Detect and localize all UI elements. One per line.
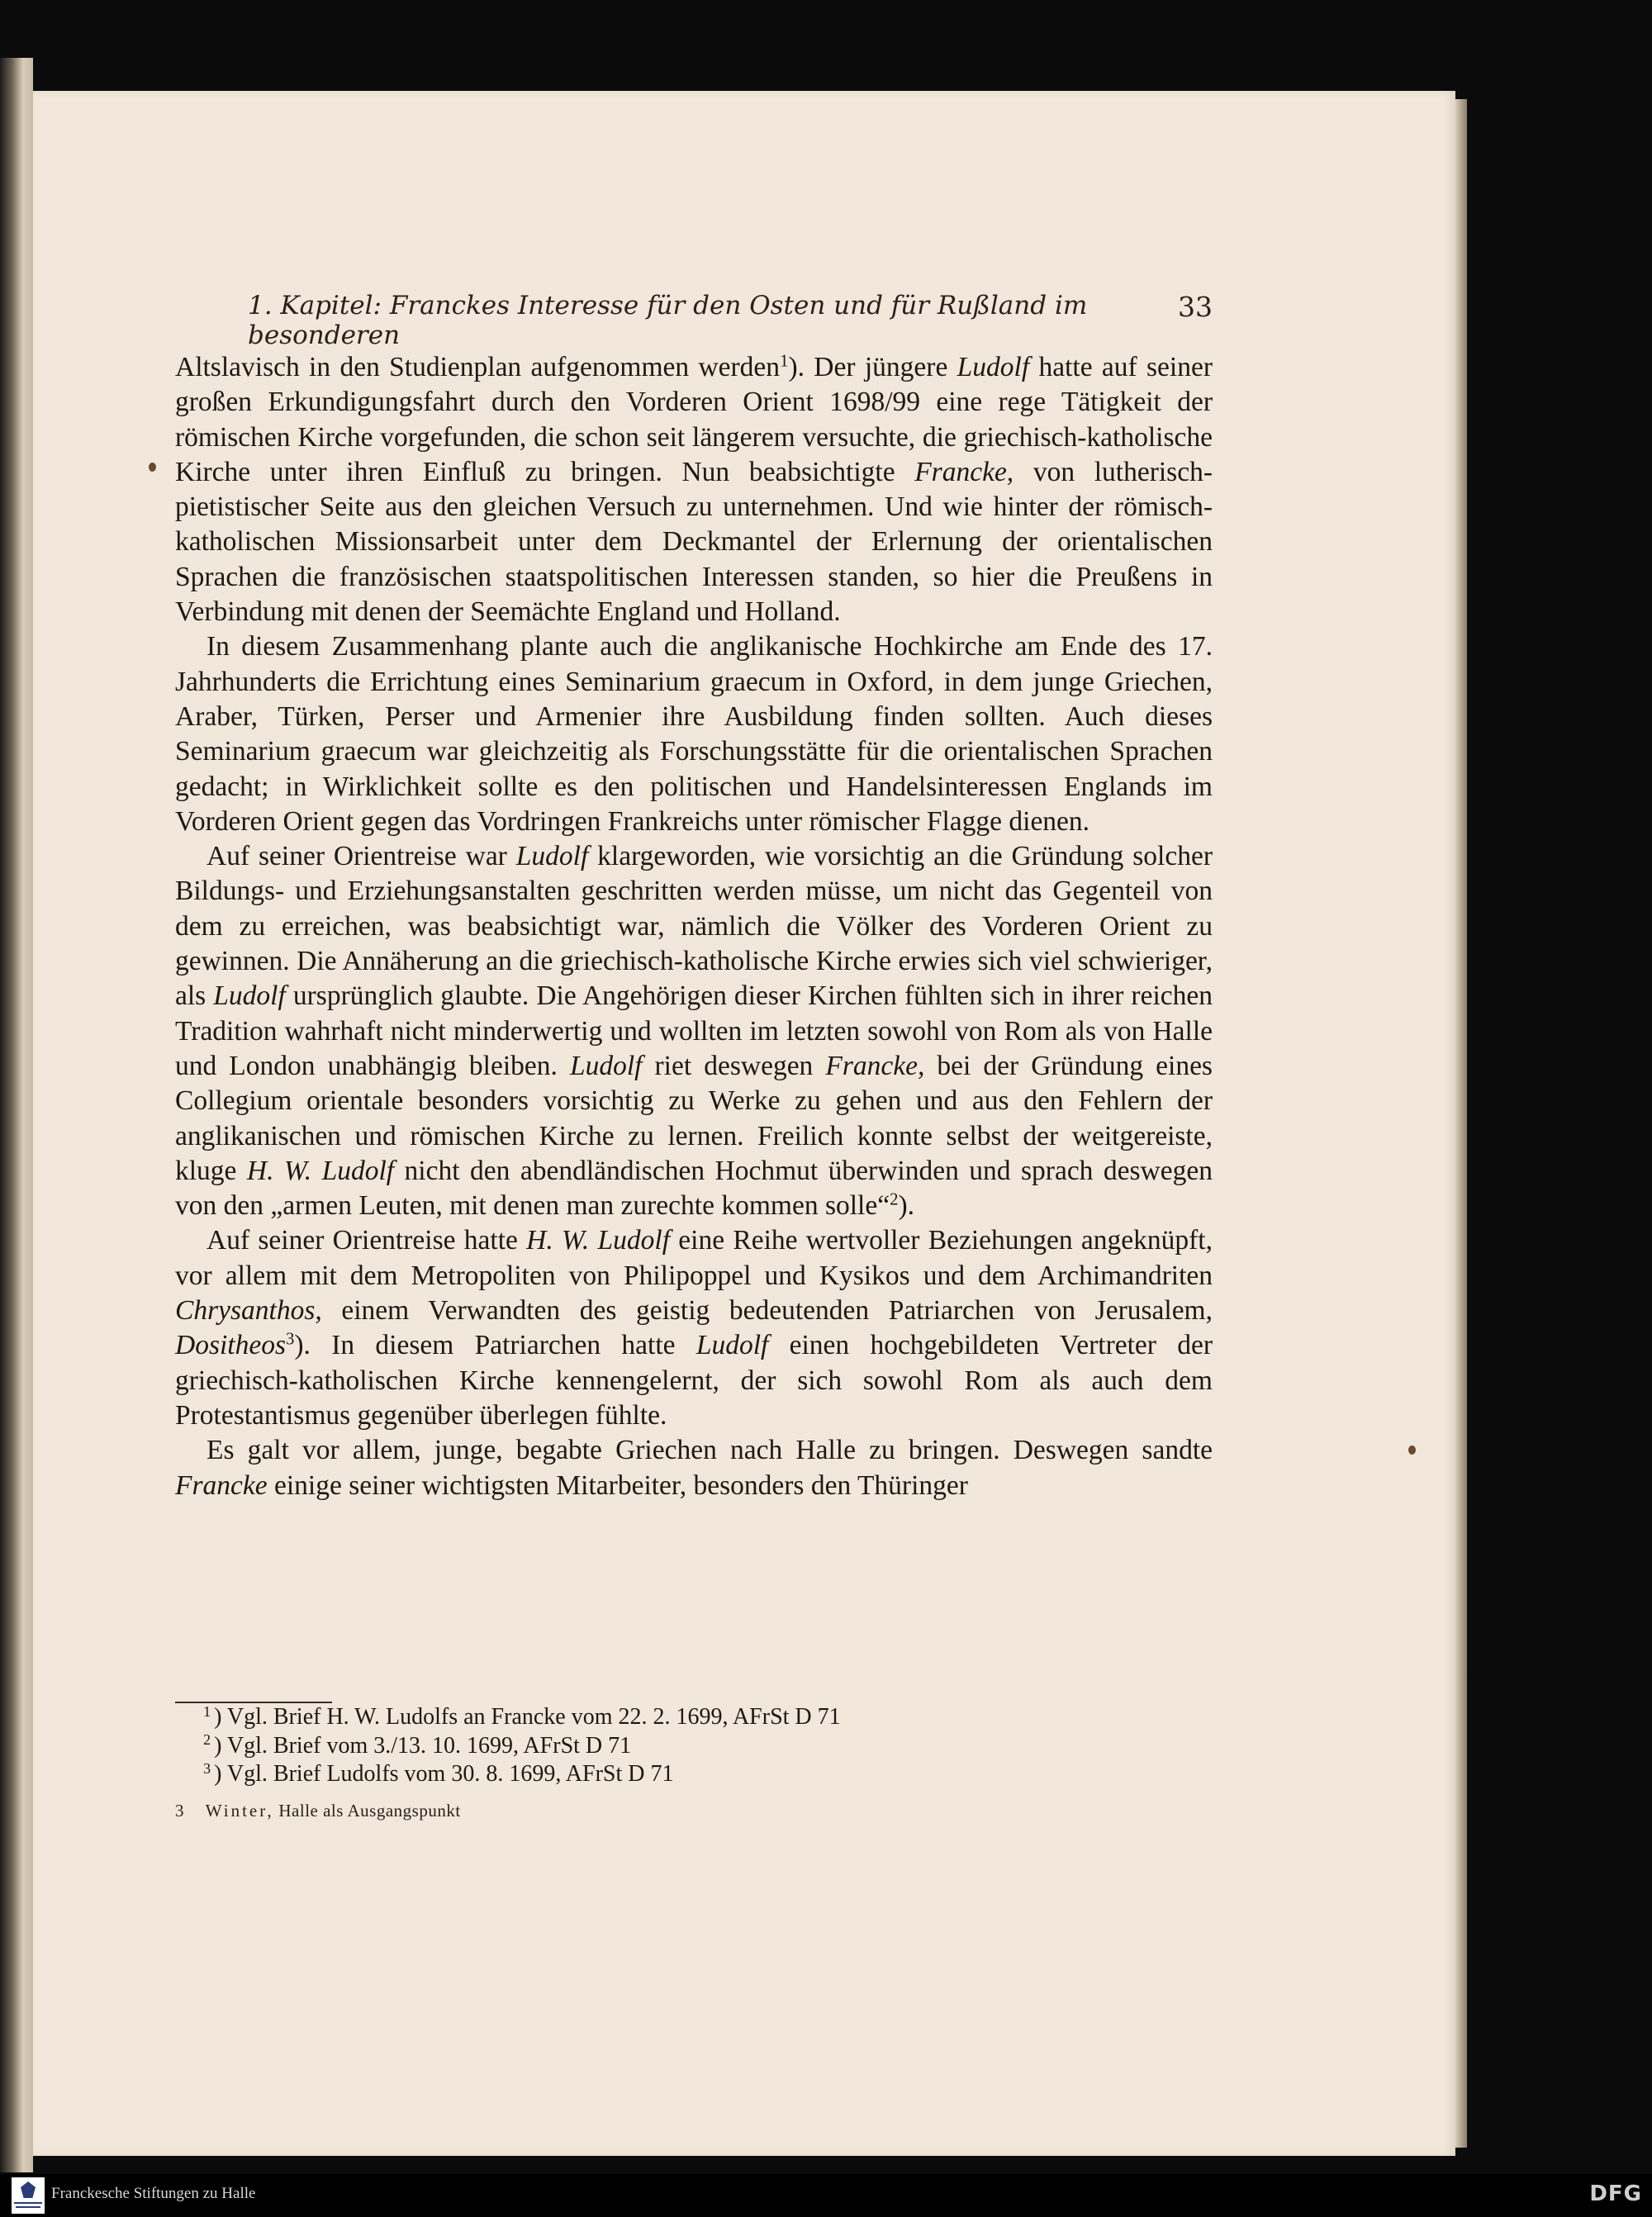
italic-name: Ludolf: [569, 1050, 643, 1081]
footnote: [203, 1760, 1178, 1789]
text-run: Auf seiner Orientreise war: [206, 841, 516, 872]
printer-signature: [175, 1801, 753, 1821]
signature-author: Winter,: [205, 1801, 274, 1821]
book-spine: [0, 58, 33, 2172]
italic-name: Chrysanthos,: [175, 1295, 322, 1327]
emblem-line: [16, 2206, 40, 2208]
paragraph: [175, 839, 1213, 1223]
italic-name: Ludolf: [957, 352, 1030, 382]
footnote: [203, 1732, 1178, 1761]
running-title: 1. Kapitel: Franckes Interesse für den Osten und für Rußland im besonderen: [248, 291, 1088, 350]
italic-name: H. W. Ludolf: [526, 1225, 670, 1256]
signature-title: Halle als Ausgangspunkt: [278, 1801, 461, 1821]
italic-name: Ludolf: [213, 980, 286, 1012]
italic-name: Ludolf: [515, 841, 589, 872]
text-run: hatte auf seiner großen Erkundigungsfahrt durch den Vorderen Orient 1698/99 eine rege Tätigkeit der römischen Kirche vorgefunden, die schon seit längerem versuchte, die griechisch-katholische Kirche unter ihren Einfluß zu bringen. Nun beabsichtigte: [175, 352, 1213, 487]
footnote-mark: 1: [203, 1702, 211, 1720]
footnote-ref: 3: [286, 1329, 295, 1349]
running-header: [175, 291, 1213, 350]
text-run: eine Reihe wertvoller Beziehungen angeknüpft, vor allem mit dem Metropoliten von Philipoppel und Kysikos und dem Archimandriten: [175, 1225, 1213, 1291]
paper-speck: [1408, 1446, 1416, 1455]
emblem-shape: [21, 2181, 36, 2198]
text-run: einem Verwandten des geistig bedeutenden Patriarchen von Jerusalem,: [321, 1295, 1213, 1327]
paper-speck: [149, 463, 156, 472]
text-run: von lutherisch-pietistischer Seite aus den gleichen Versuch zu unternehmen. Und wie hinter der römisch-katholischen Missionsarbeit unter dem Deckmantel der Erlernung der orientalischen Sprachen die französischen staatspolitischen Interessen standen, so hier die Preußens in Verbindung mit denen der Seemächte England und Holland.: [175, 456, 1213, 628]
text-run: einen hochgebildeten Vertreter der griechisch-katholischen Kirche kennengelernt, der sich sowohl Rom als auch dem Protestantismus gegenüber überlegen fühlte.: [175, 1330, 1213, 1431]
text-run: ).: [898, 1190, 915, 1222]
page-edge: [1455, 99, 1467, 2148]
text-run: riet deswegen: [642, 1050, 826, 1081]
text-run: einige seiner wichtigsten Mitarbeiter, besonders den Thüringer: [267, 1469, 968, 1501]
footnote-text: ) Vgl. Brief H. W. Ludolfs an Francke vom 22. 2. 1699, AFrSt D 71: [214, 1704, 841, 1730]
text-run: nicht den abendländischen Hochmut überwinden und sprach deswegen von den „armen Leuten, mit denen man zurechte kommen solle“: [175, 1155, 1213, 1222]
italic-name: Francke: [175, 1469, 268, 1501]
paragraph: [175, 629, 1213, 839]
footnote-text: ) Vgl. Brief Ludolfs vom 30. 8. 1699, AFrSt D 71: [214, 1761, 674, 1787]
text-run: bei der Gründung eines Collegium orientale besonders vorsichtig zu Werke zu gehen und aus den Fehlern der anglikanischen und römischen Kirche zu lernen. Freilich konnte selbst der weitgereiste, kluge: [175, 1050, 1213, 1186]
text-run: In diesem Zusammenhang plante auch die anglikanische Hochkirche am Ende des 17. Jahrhunderts die Errichtung eines Seminarium graecum in Oxford, in dem junge Griechen, Araber, Türken, Perser und Armenier ihre Ausbildung finden sollten. Auch dieses Seminarium graecum war gleichzeitig als Forschungsstätte für die orientalischen Sprachen gedacht; in Wirklichkeit sollte es den politischen und Handelsinteressen Englands im Vorderen Orient gegen das Vordringen Frankreichs unter römischer Flagge dienen.: [175, 631, 1213, 837]
footnote-ref: 1: [780, 351, 789, 371]
text-run: ). In diesem Patriarchen hatte: [294, 1330, 696, 1361]
foundation-emblem-icon: [12, 2177, 45, 2214]
footnote: [203, 1703, 1178, 1732]
text-run: Es galt vor allem, junge, begabte Griechen nach Halle zu bringen. Deswegen sandte: [206, 1435, 1213, 1466]
body-text: [175, 350, 1213, 1503]
footnote-ref: 2: [890, 1189, 899, 1209]
italic-name: Francke,: [914, 456, 1014, 487]
footnote-text: ) Vgl. Brief vom 3./13. 10. 1699, AFrSt D 71: [214, 1732, 632, 1759]
text-run: ursprünglich glaubte. Die Angehörigen dieser Kirchen fühlten sich in ihrer reichen Tradition wahrhaft nicht minderwertig und wollten im letzten sowohl von Rom als von Halle und London unabhängig bleiben.: [175, 980, 1213, 1081]
paragraph: [175, 350, 1213, 629]
text-run: Auf seiner Orientreise hatte: [206, 1225, 527, 1256]
institution-name: Franckesche Stiftungen zu Halle: [51, 2185, 256, 2202]
paragraph: [175, 1433, 1213, 1503]
text-run: Altslavisch in den Studienplan aufgenommen werden: [175, 352, 781, 382]
emblem-line: [14, 2202, 42, 2204]
text-run: ). Der jüngere: [788, 352, 957, 382]
italic-name: Dositheos: [175, 1330, 286, 1361]
page-number: 33: [1178, 291, 1213, 323]
italic-name: Francke,: [825, 1050, 925, 1081]
signature-number: 3: [175, 1801, 184, 1821]
footnote-mark: 3: [203, 1759, 211, 1777]
text-run: klargeworden, wie vorsichtig an die Gründung solcher Bildungs- und Erziehungsanstalten geschritten werden müsse, um nicht das Gegenteil von dem zu erreichen, was beabsichtigt war, nämlich die Völker des Vorderen Orient zu gewinnen. Die Annäherung an die griechisch-katholische Kirche erwies sich viel schwieriger, als: [175, 841, 1213, 1012]
footnotes: [203, 1703, 1178, 1789]
italic-name: Ludolf: [695, 1330, 769, 1361]
italic-name: H. W. Ludolf: [246, 1155, 395, 1186]
footnote-mark: 2: [203, 1731, 211, 1749]
dfg-logo: DFG: [1589, 2181, 1642, 2206]
paragraph: [175, 1223, 1213, 1433]
